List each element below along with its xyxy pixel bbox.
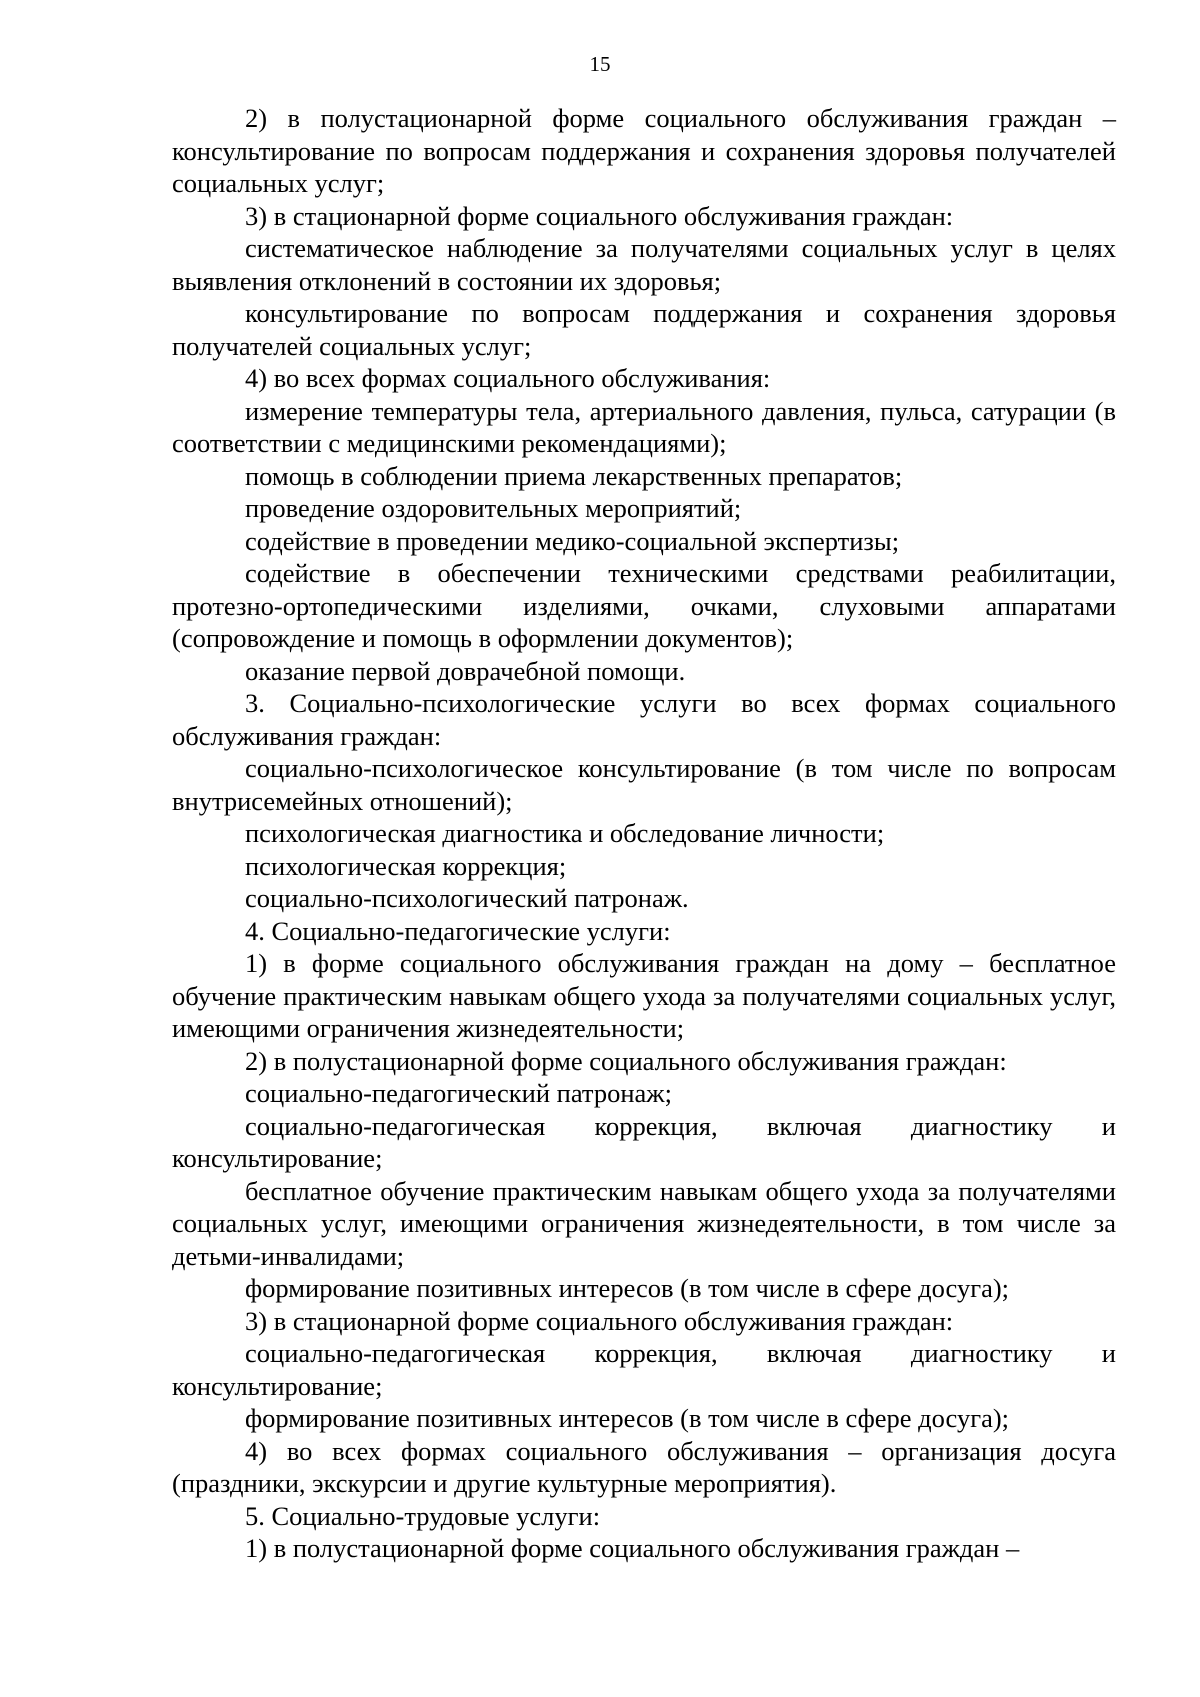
paragraph: бесплатное обучение практическим навыкам общего ухода за получателями социальных услуг, имеющими ограничения жизнедеятельности, в том числе за детьми-инвалидами; bbox=[172, 1175, 1116, 1271]
paragraph: 2) в полустационарной форме социального обслуживания граждан: bbox=[245, 1045, 1007, 1076]
page-number: 15 bbox=[589, 52, 611, 76]
paragraph: измерение температуры тела, артериального давления, пульса, сатурации (в соответствии с медицинскими рекомендациями); bbox=[172, 395, 1116, 458]
paragraph: социально-психологическое консультирование (в том числе по вопросам внутрисемейных отношений); bbox=[172, 753, 1116, 816]
paragraph: социально-педагогическая коррекция, включая диагностику и консультирование; bbox=[172, 1110, 1116, 1173]
paragraph: содействие в проведении медико-социальной экспертизы; bbox=[245, 525, 900, 556]
paragraph: психологическая диагностика и обследование личности; bbox=[245, 818, 885, 848]
paragraph: социально-педагогический патронаж; bbox=[245, 1078, 672, 1108]
paragraph: содействие в обеспечении техническими средствами реабилитации, протезно-ортопедическими изделиями, очками, слуховыми аппаратами (сопровождение и помощь в оформлении документов); bbox=[172, 558, 1116, 653]
paragraph: 3. Социально-психологические услуги во всех формах социального обслуживания граждан: bbox=[172, 688, 1116, 751]
paragraph: 4. Социально-педагогические услуги: bbox=[245, 915, 671, 946]
paragraph: социально-психологический патронаж. bbox=[245, 883, 689, 913]
paragraph: 4) во всех формах социального обслуживания: bbox=[245, 363, 771, 393]
paragraph: консультирование по вопросам поддержания и сохранения здоровья получателей социальных услуг; bbox=[172, 298, 1116, 361]
paragraph: оказание первой доврачебной помощи. bbox=[245, 655, 686, 686]
paragraph: формирование позитивных интересов (в том числе в сфере досуга); bbox=[245, 1403, 1010, 1433]
paragraph: проведение оздоровительных мероприятий; bbox=[245, 493, 742, 523]
document-body bbox=[172, 102, 1116, 1565]
paragraph: помощь в соблюдении приема лекарственных препаратов; bbox=[245, 460, 903, 491]
paragraph: 4) во всех формах социального обслуживания – организация досуга (праздники, экскурсии и другие культурные мероприятия). bbox=[172, 1435, 1116, 1498]
paragraph: формирование позитивных интересов (в том числе в сфере досуга); bbox=[245, 1273, 1010, 1303]
paragraph: 2) в полустационарной форме социального обслуживания граждан – консультирование по вопросам поддержания и сохранения здоровья получателей социальных услуг; bbox=[172, 103, 1116, 198]
paragraph: 3) в стационарной форме социального обслуживания граждан: bbox=[245, 200, 954, 231]
paragraph: 3) в стационарной форме социального обслуживания граждан: bbox=[245, 1305, 954, 1336]
paragraph: систематическое наблюдение за получателями социальных услуг в целях выявления отклонений в состоянии их здоровья; bbox=[172, 233, 1116, 296]
paragraph: социально-педагогическая коррекция, включая диагностику и консультирование; bbox=[172, 1338, 1116, 1401]
paragraph: 1) в форме социального обслуживания граждан на дому – бесплатное обучение практическим навыкам общего ухода за получателями социальных услуг, имеющими ограничения жизнедеятельности; bbox=[172, 948, 1116, 1043]
paragraph: 1) в полустационарной форме социального обслуживания граждан – bbox=[245, 1533, 1020, 1563]
paragraph: 5. Социально-трудовые услуги: bbox=[245, 1500, 601, 1531]
paragraph: психологическая коррекция; bbox=[245, 850, 567, 881]
